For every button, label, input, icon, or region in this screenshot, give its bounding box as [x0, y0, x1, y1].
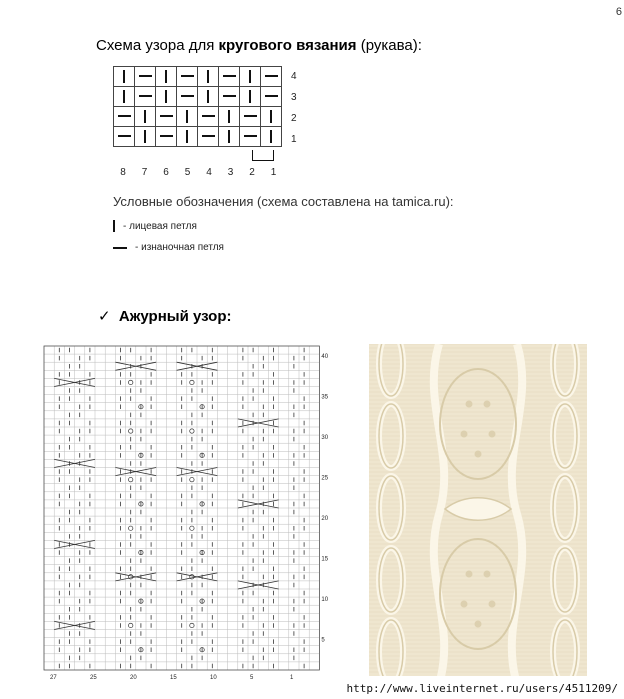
scheme-column-label: 3 [227, 167, 234, 178]
chart-column-label: 10 [210, 675, 217, 680]
purl-symbol-icon [139, 95, 152, 97]
scheme-cell [135, 107, 156, 127]
chart-row-label: 35 [321, 394, 329, 401]
purl-symbol-icon [202, 135, 215, 137]
chart-row-label: 5 [321, 637, 325, 644]
scheme-cell [198, 87, 219, 107]
scheme-cell [240, 127, 261, 147]
scheme-cell [114, 67, 135, 87]
knit-symbol-icon [228, 130, 230, 143]
scheme-cell [219, 87, 240, 107]
purl-symbol-icon [118, 115, 131, 117]
photo-eyelet [461, 431, 468, 438]
knit-symbol-icon [144, 110, 146, 123]
chart-row-label: 25 [321, 475, 329, 482]
scheme-cell [135, 67, 156, 87]
chart-column-label: 20 [130, 675, 137, 680]
knit-symbol-icon [207, 90, 209, 103]
chart-row-label: 10 [321, 597, 329, 604]
photo-eyelet [475, 451, 482, 458]
chart-column-label: 15 [170, 675, 177, 680]
scheme-column-label: 1 [270, 167, 277, 178]
legend-title: Условные обозначения (схема составлена на tamica.ru): [113, 194, 454, 209]
lace-pattern-chart [42, 344, 340, 680]
photo-eyelet [489, 601, 496, 608]
legend-item-label: - изнаночная петля [135, 242, 224, 253]
purl-symbol-icon [160, 115, 173, 117]
scheme-cell [177, 87, 198, 107]
scheme-cell [198, 67, 219, 87]
purl-symbol-icon [181, 95, 194, 97]
scheme-cell [135, 87, 156, 107]
purl-symbol-icon [160, 135, 173, 137]
purl-symbol-icon [265, 95, 278, 97]
knit-symbol-icon [270, 110, 272, 123]
knit-symbol-icon [270, 130, 272, 143]
purl-symbol-icon [223, 75, 236, 77]
photo-eyelet [484, 571, 491, 578]
scheme-cell [219, 107, 240, 127]
scheme-column-label: 5 [184, 167, 191, 178]
knit-symbol-icon [207, 70, 209, 83]
knit-symbol-icon [228, 110, 230, 123]
scheme-row [114, 127, 282, 147]
scheme-column-label: 2 [249, 167, 255, 178]
scheme-row-label: 2 [291, 113, 297, 124]
purl-symbol-icon [118, 135, 131, 137]
scheme-row [114, 67, 282, 87]
pattern-section-title [98, 307, 232, 325]
purl-symbol-icon [139, 75, 152, 77]
scheme-column-label: 7 [141, 167, 148, 178]
scheme-cell [177, 127, 198, 147]
scheme-cell [240, 107, 261, 127]
scheme-row-label: 4 [291, 71, 297, 82]
scheme-row [114, 107, 282, 127]
knit-symbol-icon [186, 130, 188, 143]
chart-row-label: 15 [321, 556, 329, 563]
photo-eyelet [475, 621, 482, 628]
scheme-grid [113, 66, 282, 147]
scheme-column-label: 6 [163, 167, 169, 178]
photo-eyelet [466, 571, 473, 578]
chart-column-label: 5 [250, 675, 254, 680]
scheme-cell [261, 107, 282, 127]
scheme-cell [156, 127, 177, 147]
legend-item-knit [113, 220, 197, 232]
scheme-cell [135, 127, 156, 147]
scheme-cell [261, 127, 282, 147]
knit-symbol-icon [186, 110, 188, 123]
scheme-cell [198, 127, 219, 147]
photo-eyelet [466, 401, 473, 408]
purl-symbol-icon [181, 75, 194, 77]
chart-row-label: 40 [321, 354, 329, 361]
scheme-cell [177, 67, 198, 87]
chart-column-label: 25 [90, 675, 97, 680]
purl-symbol-icon [244, 115, 257, 117]
purl-symbol-icon [202, 115, 215, 117]
scheme-cell [114, 107, 135, 127]
purl-symbol-icon [223, 95, 236, 97]
page-number: 6 [615, 6, 622, 18]
scheme-title [96, 37, 422, 54]
scheme-row-label: 1 [291, 134, 297, 145]
scheme-row [114, 87, 282, 107]
scheme-title-suffix: (рукава): [356, 37, 422, 54]
knit-symbol-icon [249, 90, 251, 103]
checkmark-icon: ✓ [98, 308, 111, 325]
knit-symbol-icon [165, 90, 167, 103]
scheme-cell [198, 107, 219, 127]
knitted-sample-photo [369, 344, 587, 676]
scheme-cell [219, 67, 240, 87]
scheme-title-bold: кругового вязания [218, 37, 357, 54]
footer-url: http://www.liveinternet.ru/users/4511209/ [346, 682, 618, 695]
knit-symbol-icon [113, 220, 115, 232]
legend-item-label: - лицевая петля [123, 220, 197, 232]
scheme-cell [261, 67, 282, 87]
knit-symbol-icon [123, 90, 125, 103]
chart-column-label: 1 [290, 675, 294, 680]
legend-item-purl [113, 242, 224, 253]
photo-eyelet [461, 601, 468, 608]
knit-symbol-icon [249, 70, 251, 83]
pattern-title-text: Ажурный узор: [118, 308, 232, 325]
scheme-cell [261, 87, 282, 107]
photo-eyelet [489, 431, 496, 438]
scheme-column-label: 4 [206, 167, 212, 178]
chart-column-label: 27 [50, 675, 57, 680]
scheme-cell [156, 107, 177, 127]
scheme-cell [219, 127, 240, 147]
knit-symbol-icon [165, 70, 167, 83]
scheme-cell [177, 107, 198, 127]
photo-eyelet [484, 401, 491, 408]
knit-symbol-icon [144, 130, 146, 143]
scheme-cell [240, 87, 261, 107]
scheme-cell [240, 67, 261, 87]
knit-symbol-icon [123, 70, 125, 83]
scheme-cell [156, 67, 177, 87]
scheme-row-label: 3 [291, 92, 297, 103]
chart-row-label: 20 [321, 516, 329, 523]
purl-symbol-icon [265, 75, 278, 77]
scheme-column-label: 8 [120, 167, 126, 178]
scheme-cell [114, 87, 135, 107]
scheme-cell [156, 87, 177, 107]
chart-row-label: 30 [321, 435, 329, 442]
repeat-bracket [252, 150, 274, 161]
purl-symbol-icon [113, 247, 127, 249]
scheme-cell [114, 127, 135, 147]
scheme-title-prefix: Схема узора для [96, 37, 219, 54]
purl-symbol-icon [244, 135, 257, 137]
